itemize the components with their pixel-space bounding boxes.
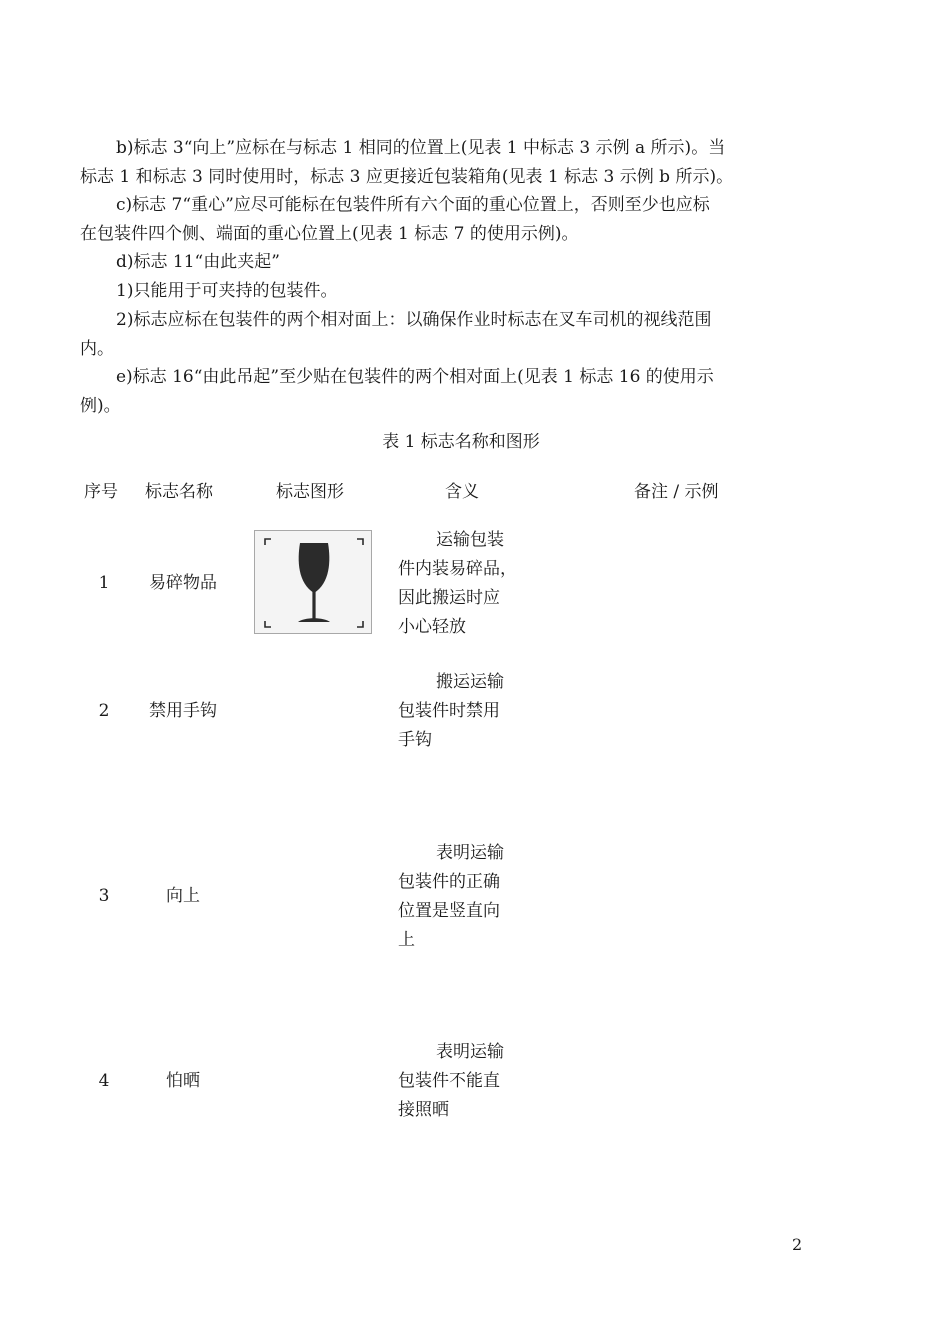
row-no: 4 xyxy=(98,1071,110,1091)
row-meaning xyxy=(398,526,520,642)
paragraph-d2-line1: 2)标志应标在包装件的两个相对面上：以确保作业时标志在叉车司机的视线范围 xyxy=(116,310,712,330)
header-note: 备注 / 示例 xyxy=(634,482,719,502)
meaning-line: 上 xyxy=(398,930,415,950)
paragraph-c-line1: c)标志 7“重心”应尽可能标在包装件所有六个面的重心位置上，否则至少也应标 xyxy=(116,195,710,215)
meaning-line: 包装件不能直 xyxy=(398,1071,500,1091)
row-meaning xyxy=(398,839,520,955)
table-caption: 表 1 标志名称和图形 xyxy=(382,432,540,452)
paragraph-b-line1: b)标志 3“向上”应标在与标志 1 相同的位置上(见表 1 中标志 3 示例 a 所示)。当 xyxy=(116,138,726,158)
row-meaning xyxy=(398,668,520,755)
meaning-line: 接照晒 xyxy=(398,1100,449,1120)
paragraph-d1-text: 1)只能用于可夹持的包装件。 xyxy=(116,281,338,301)
paragraph-b xyxy=(80,134,810,192)
page-number: 2 xyxy=(792,1235,803,1254)
header-name: 标志名称 xyxy=(145,482,213,502)
paragraph-d1 xyxy=(80,277,810,306)
paragraph-d-text: d)标志 11“由此夹起” xyxy=(116,252,280,272)
paragraph-b-line2: 标志 1 和标志 3 同时使用时，标志 3 应更接近包装箱角(见表 1 标志 3 示例 b 所示)。 xyxy=(80,167,734,187)
paragraph-e-line1: e)标志 16“由此吊起”至少贴在包装件的两个相对面上(见表 1 标志 16 的使用示 xyxy=(116,367,714,387)
paragraph-d xyxy=(80,248,810,277)
meaning-line: 搬运运输 xyxy=(436,672,504,692)
fragile-glass-icon xyxy=(255,531,373,635)
paragraph-c-line2: 在包装件四个侧、端面的重心位置上(见表 1 标志 7 的使用示例)。 xyxy=(80,224,579,244)
meaning-line: 小心轻放 xyxy=(398,617,466,637)
row-name: 怕晒 xyxy=(166,1071,200,1091)
meaning-line: 手钩 xyxy=(398,730,432,750)
row-name: 易碎物品 xyxy=(149,573,217,593)
meaning-line: 位置是竖直向 xyxy=(398,901,500,921)
paragraph-e xyxy=(80,363,810,421)
row-meaning xyxy=(398,1038,520,1125)
header-figure: 标志图形 xyxy=(276,482,344,502)
row-no: 1 xyxy=(98,573,110,593)
fragile-figure xyxy=(254,530,372,634)
paragraph-c xyxy=(80,191,810,249)
meaning-line: 包装件的正确 xyxy=(398,872,500,892)
meaning-line: 因此搬运时应 xyxy=(398,588,500,608)
row-name: 禁用手钩 xyxy=(149,701,217,721)
header-no: 序号 xyxy=(84,482,118,502)
row-no: 2 xyxy=(98,701,110,721)
meaning-line: 包装件时禁用 xyxy=(398,701,500,721)
meaning-line: 件内装易碎品， xyxy=(398,559,517,579)
meaning-line: 表明运输 xyxy=(436,843,504,863)
meaning-line: 运输包装 xyxy=(436,530,504,550)
row-name: 向上 xyxy=(166,886,200,906)
header-meaning: 含义 xyxy=(445,482,479,502)
meaning-line: 表明运输 xyxy=(436,1042,504,1062)
paragraph-d2-line2: 内。 xyxy=(80,339,114,359)
paragraph-d2 xyxy=(80,306,810,364)
paragraph-e-line2: 例)。 xyxy=(80,396,121,416)
row-no: 3 xyxy=(98,886,110,906)
